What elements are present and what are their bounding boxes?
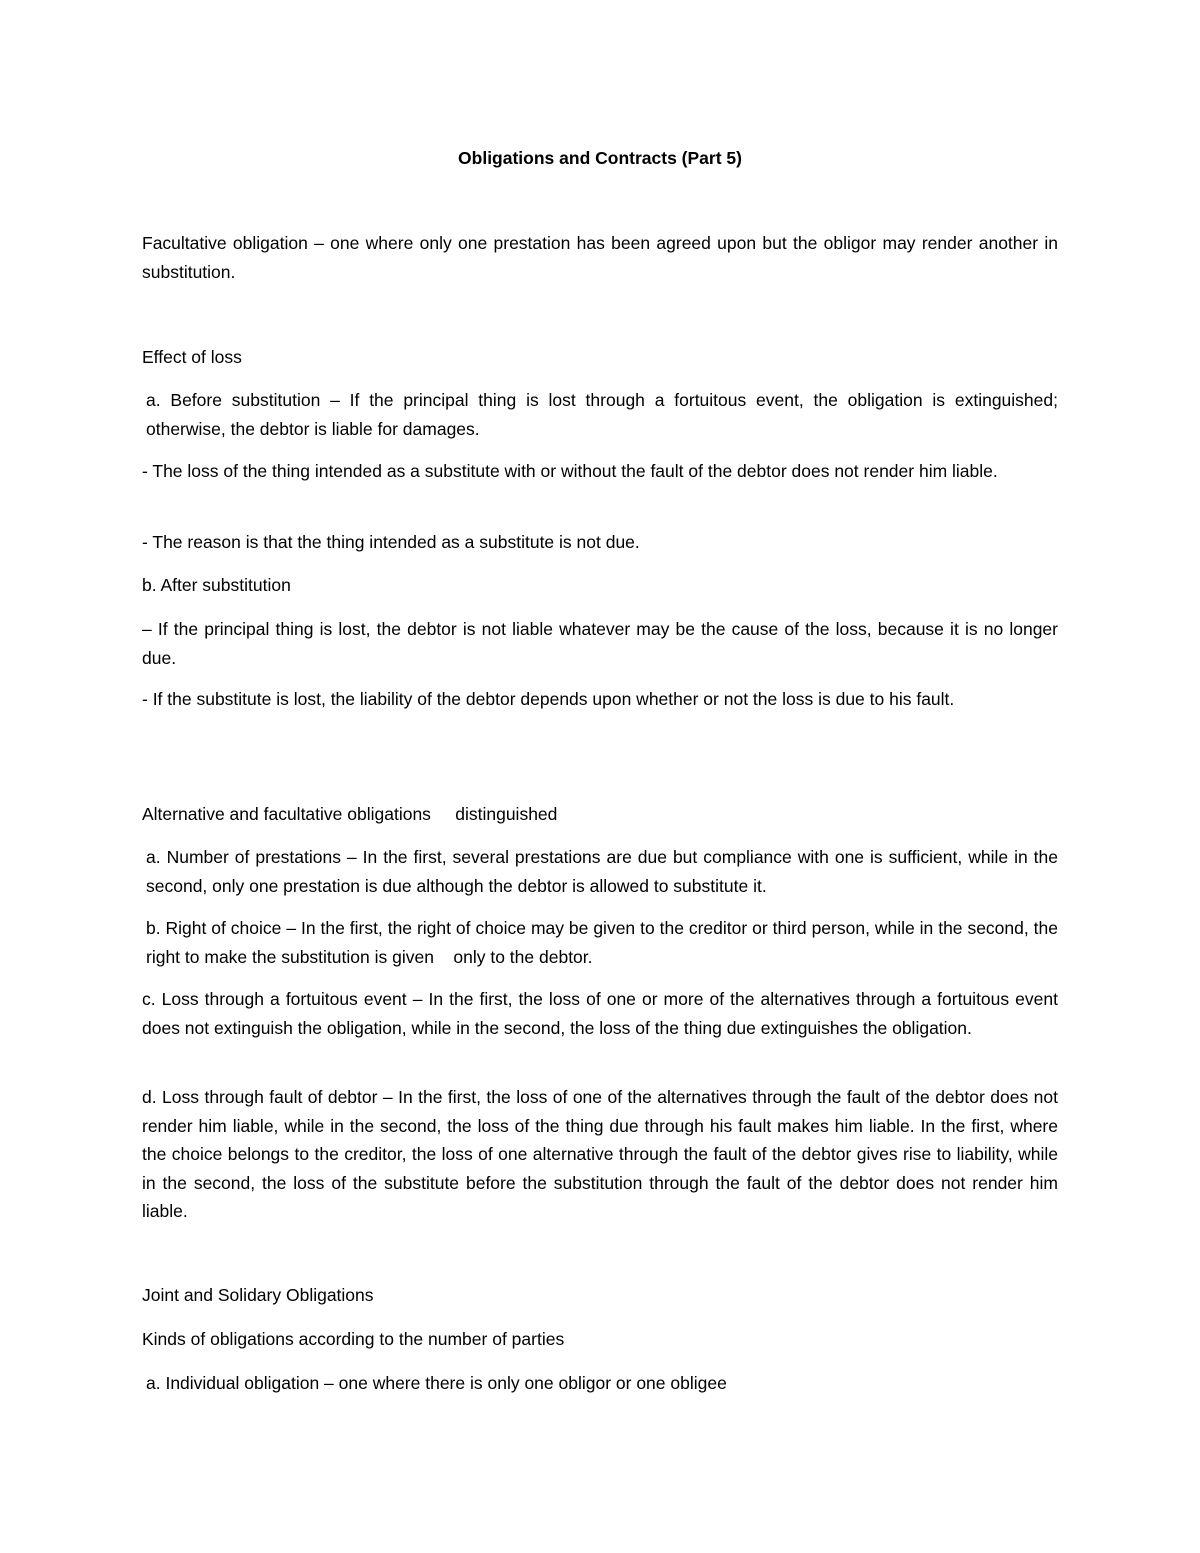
facultative-definition: Facultative obligation – one where only one prestation has been agreed upon but the obligor may render another in substitution. — [142, 233, 1058, 282]
effect-after-substitution-heading: b. After substitution — [142, 575, 291, 595]
distinguished-heading: Alternative and facultative obligations distinguished — [142, 804, 558, 824]
distinction-right-of-choice: b. Right of choice – In the first, the right of choice may be given to the creditor or third person, while in the second, the right to make the substitution is given only to the debtor. — [146, 918, 1063, 967]
distinction-number-of-prestations: a. Number of prestations – In the first, several prestations are due but compliance with one is sufficient, while in the second, only one prestation is due although the debtor is allowed to substitute it. — [146, 847, 1058, 896]
effect-after-principal-lost: – If the principal thing is lost, the debtor is not liable whatever may be the cause of the loss, because it is no longer due. — [142, 619, 1058, 668]
effect-reason-note: - The reason is that the thing intended as a substitute is not due. — [142, 532, 640, 552]
distinction-loss-fortuitous: c. Loss through a fortuitous event – In the first, the loss of one or more of the alternatives through a fortuitous event does not extinguish the obligation, while in the second, the loss of the thing due extinguishes the obligation. — [142, 989, 1058, 1038]
kinds-individual-obligation: a. Individual obligation – one where there is only one obligor or one obligee — [146, 1373, 727, 1393]
joint-solidary-heading: Joint and Solidary Obligations — [142, 1285, 374, 1305]
effect-substitute-loss-note: - The loss of the thing intended as a substitute with or without the fault of the debtor does not render him liable. — [142, 461, 998, 481]
effect-after-substitute-lost: - If the substitute is lost, the liability of the debtor depends upon whether or not the loss is due to his fault. — [142, 689, 955, 709]
effect-before-substitution: a. Before substitution – If the principal thing is lost through a fortuitous event, the obligation is extinguished; otherwise, the debtor is liable for damages. — [146, 390, 1058, 439]
kinds-heading: Kinds of obligations according to the number of parties — [142, 1329, 565, 1349]
effect-of-loss-heading: Effect of loss — [142, 347, 242, 367]
document-title: Obligations and Contracts (Part 5) — [458, 148, 742, 168]
distinction-loss-fault: d. Loss through fault of debtor – In the first, the loss of one of the alternatives through the fault of the debtor does not render him liable, while in the second, the loss of the thing due through his fault makes him liable. In the first, where the choice belongs to the creditor, the loss of one alternative through the fault of the debtor gives rise to liability, while in the second, the loss of the substitute before the substitution through the fault of the debtor does not render him liable. — [142, 1087, 1058, 1221]
